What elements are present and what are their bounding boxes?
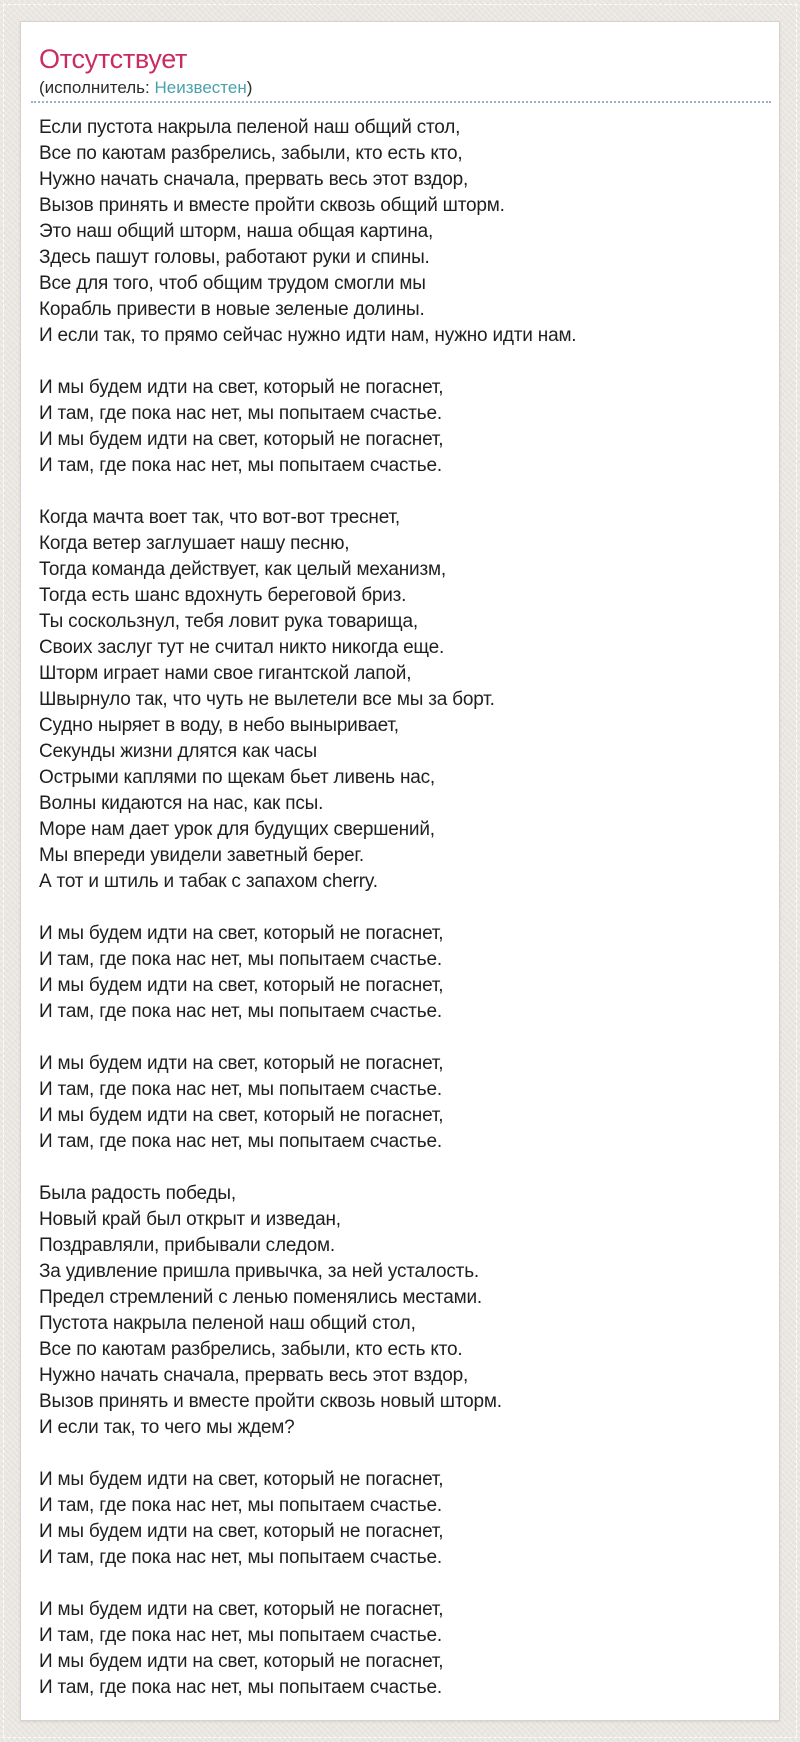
artist-label-prefix: (исполнитель: (39, 78, 155, 97)
lyric-line: Шторм играет нами свое гигантской лапой, (39, 663, 412, 684)
lyrics-stanza (39, 1467, 769, 1571)
lyric-line: Волны кидаются на нас, как псы. (39, 793, 324, 814)
lyric-line: И там, где пока нас нет, мы попытаем счастье. (39, 1079, 442, 1100)
lyric-line: Тогда команда действует, как целый механизм, (39, 559, 446, 580)
lyrics-stanza (39, 505, 769, 895)
lyric-line: Мы впереди увидели заветный берег. (39, 845, 364, 866)
lyric-line: Если пустота накрыла пеленой наш общий стол, (39, 117, 461, 138)
lyric-line: И мы будем идти на свет, который не погаснет, (39, 1521, 444, 1542)
lyric-line: Здесь пашут головы, работают руки и спины. (39, 247, 430, 268)
lyrics-stanza (39, 1181, 769, 1441)
song-title: Отсутствует (39, 44, 188, 74)
lyric-line: И там, где пока нас нет, мы попытаем счастье. (39, 1001, 442, 1022)
lyric-line: Нужно начать сначала, прервать весь этот вздор, (39, 169, 469, 190)
lyric-line: Пустота накрыла пеленой наш общий стол, (39, 1313, 416, 1334)
lyric-line: Все по каютам разбрелись, забыли, кто есть кто, (39, 143, 463, 164)
lyric-line: Корабль привести в новые зеленые долины. (39, 299, 425, 320)
lyric-line: Это наш общий шторм, наша общая картина, (39, 221, 434, 242)
lyrics-stanza (39, 115, 769, 349)
lyric-line: И мы будем идти на свет, который не погаснет, (39, 1599, 444, 1620)
page-header (21, 22, 779, 99)
lyric-line: И там, где пока нас нет, мы попытаем счастье. (39, 403, 442, 424)
lyric-line: Когда мачта воет так, что вот-вот треснет, (39, 507, 400, 528)
lyric-line: Вызов принять и вместе пройти сквозь новый шторм. (39, 1391, 502, 1412)
lyric-line: И мы будем идти на свет, который не погаснет, (39, 429, 444, 450)
lyric-line: И мы будем идти на свет, который не погаснет, (39, 377, 444, 398)
lyric-line: За удивление пришла привычка, за ней усталость. (39, 1261, 479, 1282)
lyrics-card (20, 21, 780, 1721)
lyric-line: И если так, то чего мы ждем? (39, 1417, 295, 1438)
lyrics-stanza (39, 921, 769, 1025)
lyric-line: И там, где пока нас нет, мы попытаем счастье. (39, 1495, 442, 1516)
lyrics-stanza (39, 375, 769, 479)
lyrics-stanza (39, 1597, 769, 1701)
lyric-line: Судно ныряет в воду, в небо выныривает, (39, 715, 399, 736)
song-subtitle (39, 77, 769, 99)
lyric-line: И там, где пока нас нет, мы попытаем счастье. (39, 1131, 442, 1152)
lyric-line: Своих заслуг тут не считал никто никогда еще. (39, 637, 445, 658)
lyric-line: И там, где пока нас нет, мы попытаем счастье. (39, 949, 442, 970)
lyric-line: Предел стремлений с ленью поменялись местами. (39, 1287, 482, 1308)
lyrics-stanza (39, 1051, 769, 1155)
lyric-line: И там, где пока нас нет, мы попытаем счастье. (39, 1547, 442, 1568)
lyric-line: И мы будем идти на свет, который не погаснет, (39, 1105, 444, 1126)
lyric-line: Секунды жизни длятся как часы (39, 741, 317, 762)
lyric-line: И там, где пока нас нет, мы попытаем счастье. (39, 455, 442, 476)
lyrics (21, 103, 779, 1701)
lyric-line: Нужно начать сначала, прервать весь этот вздор, (39, 1365, 469, 1386)
artist-label-suffix: ) (246, 78, 253, 97)
lyric-line: Была радость победы, (39, 1183, 236, 1204)
lyric-line: Новый край был открыт и изведан, (39, 1209, 341, 1230)
lyric-line: И мы будем идти на свет, который не погаснет, (39, 975, 444, 996)
lyric-line: Море нам дает урок для будущих свершений, (39, 819, 435, 840)
lyric-line: Поздравляли, прибывали следом. (39, 1235, 335, 1256)
lyric-line: И там, где пока нас нет, мы попытаем счастье. (39, 1677, 442, 1698)
lyric-line: Все по каютам разбрелись, забыли, кто есть кто. (39, 1339, 463, 1360)
lyric-line: Тогда есть шанс вдохнуть береговой бриз. (39, 585, 407, 606)
lyric-line: И мы будем идти на свет, который не погаснет, (39, 1053, 444, 1074)
lyric-line: Ты соскользнул, тебя ловит рука товарища, (39, 611, 418, 632)
lyric-line: Все для того, чтоб общим трудом смогли мы (39, 273, 426, 294)
lyric-line: Швырнуло так, что чуть не вылетели все мы за борт. (39, 689, 495, 710)
lyric-line: А тот и штиль и табак с запахом cherry. (39, 871, 378, 892)
lyric-line: И если так, то прямо сейчас нужно идти нам, нужно идти нам. (39, 325, 577, 346)
lyric-line: Острыми каплями по щекам бьет ливень нас, (39, 767, 435, 788)
lyric-line: И мы будем идти на свет, который не погаснет, (39, 923, 444, 944)
lyric-line: И мы будем идти на свет, который не погаснет, (39, 1469, 444, 1490)
artist-link[interactable]: Неизвестен (154, 78, 247, 97)
lyric-line: Когда ветер заглушает нашу песню, (39, 533, 350, 554)
lyric-line: И там, где пока нас нет, мы попытаем счастье. (39, 1625, 442, 1646)
lyric-line: И мы будем идти на свет, который не погаснет, (39, 1651, 444, 1672)
lyric-line: Вызов принять и вместе пройти сквозь общий шторм. (39, 195, 505, 216)
